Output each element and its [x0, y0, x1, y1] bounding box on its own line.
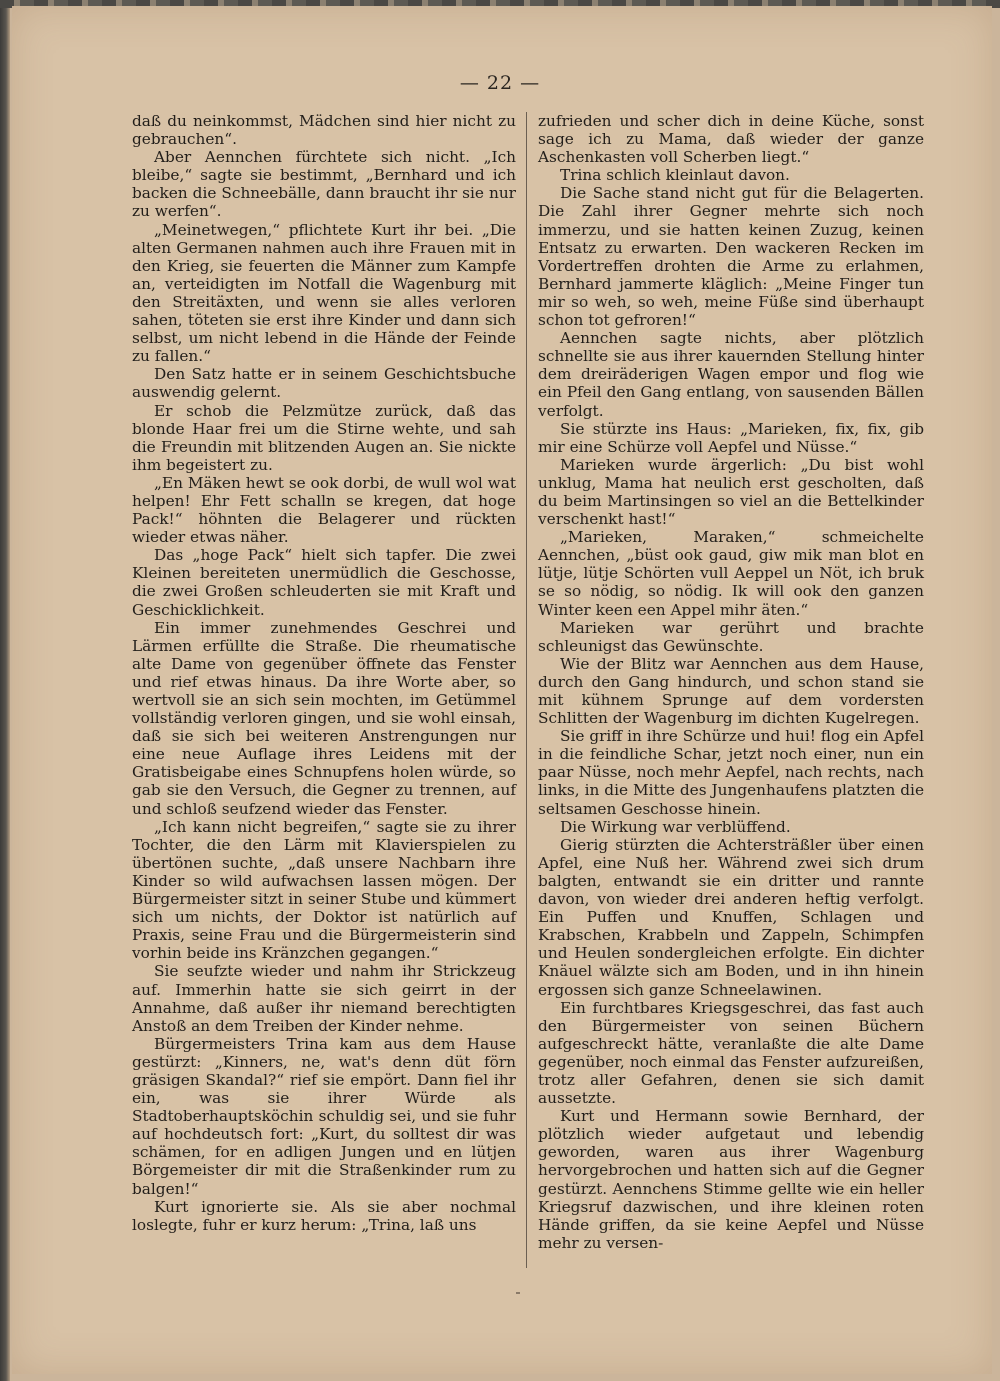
paragraph: Gierig stürzten die Achtersträßler über einen Apfel, eine Nuß her. Während zwei sich drum balgten, entwandt sie ein dritter und rannte davon, von wieder drei anderen heftig verfolgt. Ein Puffen und Knuffen, Schlagen und Krabschen, Krabbeln und Zappeln, Schimpfen und Heulen sondergleichen erfolgte. Ein dichter Knäuel wälzte sich am Boden, und in ihn hinein ergossen sich ganze Schneelawinen.	[538, 835, 924, 999]
paragraph: Aennchen sagte nichts, aber plötzlich schnellte sie aus ihrer kauernden Stellung hinter dem dreiräderigen Wagen empor und flog wie ein Pfeil den Gang entlang, von sausenden Bällen verfolgt.	[538, 329, 924, 420]
paragraph: „En Mäken hewt se ook dorbi, de wull wol wat helpen! Ehr Fett schalln se kregen, dat hoge Pack!“ höhnten die Belagerer und rückten wieder etwas näher.	[132, 473, 516, 547]
paragraph: Wie der Blitz war Aennchen aus dem Hause, durch den Gang hindurch, und schon stand sie mit kühnem Sprunge auf dem vordersten Schlitten der Wagenburg im dichten Kugelregen.	[538, 654, 924, 728]
column-divider	[526, 112, 527, 1268]
paragraph: Die Sache stand nicht gut für die Belagerten. Die Zahl ihrer Gegner mehrte sich noch immerzu, und sie hatten keinen Zuzug, keinen Entsatz zu erwarten. Den wackeren Recken im Vordertreffen drohten die Arme zu erlahmen, Bernhard jammerte kläglich: „Meine Finger tun mir so weh, so weh, meine Füße sind überhaupt schon tot gefroren!“	[538, 184, 924, 330]
book-binding	[0, 0, 10, 1381]
paragraph: Er schob die Pelzmütze zurück, daß das blonde Haar frei um die Stirne wehte, und sah die Freundin mit blitzenden Augen an. Sie nickte ihm begeistert zu.	[132, 401, 516, 474]
paragraph: Die Wirkung war verblüffend.	[560, 817, 791, 836]
paragraph: Kurt ignorierte sie. Als sie aber nochmal loslegte, fuhr er kurz herum: „Trina, laß uns	[132, 1197, 516, 1234]
paragraph: Trina schlich kleinlaut davon.	[560, 166, 790, 185]
paragraph: zufrieden und scher dich in deine Küche, sonst sage ich zu Mama, daß wieder der ganze Aschenkasten voll Scherben liegt.“	[538, 112, 924, 167]
page-number: — 22 —	[459, 72, 541, 94]
left-text-column	[132, 112, 516, 1234]
paragraph: Das „hoge Pack“ hielt sich tapfer. Die zwei Kleinen bereiteten unermüdlich die Geschosse, die zwei Großen schleuderten sie mit Kraft und Geschicklichkeit.	[132, 546, 516, 619]
ink-speck	[516, 1292, 520, 1294]
paragraph: Bürgermeisters Trina kam aus dem Hause gestürzt: „Kinners, ne, wat's denn düt förn gräsigen Skandal?“ rief sie empört. Dann fiel ihr ein, was sie ihrer Würde als Stadtoberhauptsköchin schuldig sei, und sie fuhr auf hochdeutsch fort: „Kurt, du solltest dir was schämen, for en adligen Jungen und en lütjen Börgemeister dir mit die Straßenkinder rum zu balgen!“	[132, 1034, 516, 1198]
paragraph: Sie stürzte ins Haus: „Marieken, fix, fix, gib mir eine Schürze voll Aepfel und Nüsse.“	[538, 419, 924, 456]
paragraph: Aber Aennchen fürchtete sich nicht. „Ich bleibe,“ sagte sie bestimmt, „Bernhard und ich backen die Schneebälle, dann braucht ihr sie nur zu werfen“.	[132, 148, 516, 221]
paragraph: „Marieken, Maraken,“ schmeichelte Aennchen, „büst ook gaud, giw mik man blot en lütje, lütje Schörten vull Aeppel un Nöt, ich bruk se so nödig, so nödig. Ik will ook den ganzen Winter keen een Appel mihr äten.“	[538, 528, 924, 619]
paragraph: Sie griff in ihre Schürze und hui! flog ein Apfel in die feindliche Schar, jetzt noch einer, nun ein paar Nüsse, noch mehr Aepfel, nach rechts, nach links, in die Mitte des Jungenhaufens platzten die seltsamen Geschosse hinein.	[538, 727, 924, 818]
paragraph: Ein immer zunehmendes Geschrei und Lärmen erfüllte die Straße. Die rheumatische alte Dame von gegenüber öffnete das Fenster und rief etwas hinaus. Da ihre Worte aber, so wertvoll sie an sich sein mochten, im Getümmel vollständig verloren gingen, und sie wohl einsah, daß sie sich bei weiteren Anstrengungen nur eine neue Auflage ihres Leidens mit der Gratisbeigabe eines Schnupfens holen würde, so gab sie den Versuch, die Gegner zu trennen, auf und schloß seufzend wieder das Fenster.	[132, 618, 516, 818]
paragraph: Sie seufzte wieder und nahm ihr Strickzeug auf. Immerhin hatte sie sich geirrt in der Annahme, daß außer ihr niemand berechtigten Anstoß an dem Treiben der Kinder nehme.	[132, 962, 516, 1035]
paragraph: Marieken wurde ärgerlich: „Du bist wohl unklug, Mama hat neulich erst gescholten, daß du beim Martinsingen so viel an die Bettelkinder verschenkt hast!“	[538, 455, 924, 529]
paragraph: Den Satz hatte er in seinem Geschichtsbuche auswendig gelernt.	[132, 365, 516, 402]
paragraph: Ein furchtbares Kriegsgeschrei, das fast auch den Bürgermeister von seinen Büchern aufgeschreckt hätte, veranlaßte die alte Dame gegenüber, noch einmal das Fenster aufzureißen, trotz aller Gefahren, denen sie sich damit aussetzte.	[538, 998, 924, 1108]
paragraph: daß du neinkommst, Mädchen sind hier nicht zu gebrauchen“.	[132, 112, 516, 149]
paragraph: „Ich kann nicht begreifen,“ sagte sie zu ihrer Tochter, die den Lärm mit Klavierspielen zu übertönen suchte, „daß unsere Nachbarn ihre Kinder so wild aufwachsen lassen mögen. Der Bürgermeister sitzt in seiner Stube und kümmert sich um nichts, der Doktor ist natürlich auf Praxis, seine Frau und die Bürgermeisterin sind vorhin beide ins Kränzchen gegangen.“	[132, 817, 516, 963]
right-text-column	[538, 112, 924, 1252]
paragraph: Kurt und Hermann sowie Bernhard, der plötzlich wieder aufgetaut und lebendig geworden, waren aus ihrer Wagenburg hervorgebrochen und hatten sich auf die Gegner gestürzt. Aennchens Stimme gellte wie ein heller Kriegsruf dazwischen, und ihre kleinen roten Hände griffen, da sie keine Aepfel und Nüsse mehr zu versen-	[538, 1107, 924, 1252]
paragraph: „Meinetwegen,“ pflichtete Kurt ihr bei. „Die alten Germanen nahmen auch ihre Frauen mit in den Krieg, sie feuerten die Männer zum Kampfe an, verteidigten im Notfall die Wagenburg mit den Streitäxten, und wenn sie alles verloren sahen, töteten sie erst ihre Kinder und dann sich selbst, um nicht lebend in die Hände der Feinde zu fallen.“	[132, 220, 516, 366]
paragraph: Marieken war gerührt und brachte schleunigst das Gewünschte.	[538, 618, 924, 655]
